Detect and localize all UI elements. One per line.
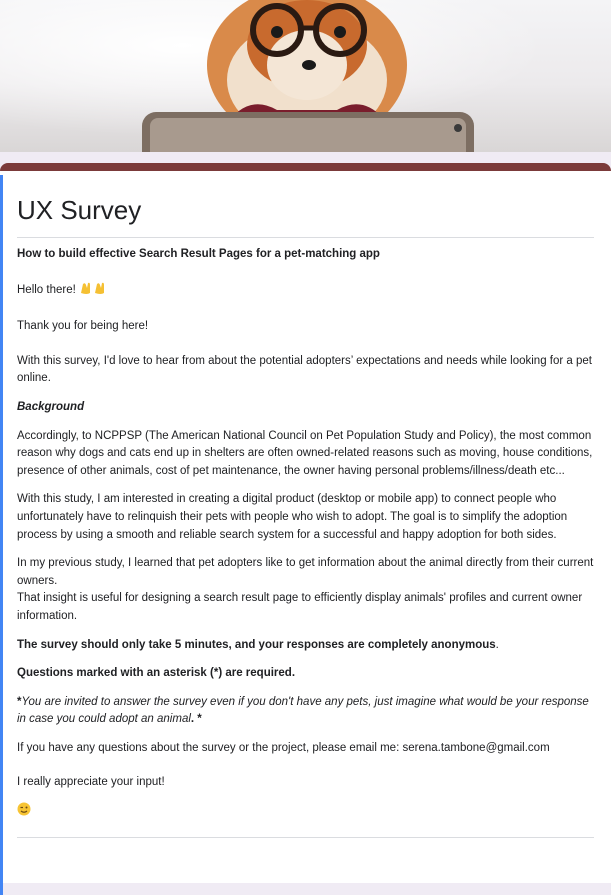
closing-emoji-line [17,802,594,823]
page-title: UX Survey [17,195,142,225]
intro-text: With this survey, I'd love to hear from about the potential adopters’ expectations and needs while looking for a pet online. [17,354,592,385]
survey-subtitle: How to build effective Search Result Pages for a pet-matching app [17,248,380,260]
previous-study-text-2: That insight is useful for designing a search result page to efficiently display animals' profiles and current owner information. [17,592,583,622]
greeting-line [17,281,594,302]
duration-text [17,637,594,655]
appreciate-text: I really appreciate your input! [17,776,165,789]
study-text: With this study, I am interested in creating a digital product (desktop or mobile app) to connect people who unfortunately have to relinquish their pets with people who wish to adopt. The goal is to simplify the adoption process by using a smooth and reliable search system for a successful and happy adoption for both sides. [17,493,568,541]
active-indicator [0,175,3,895]
invite-text [17,694,594,729]
greeting-text: Hello there! [17,283,76,296]
tablet-image [140,108,476,152]
divider [17,237,594,238]
invite-end: . * [190,713,202,726]
header-image [0,0,611,152]
form-description [17,246,594,823]
background-text: Accordingly, to NCPPSP (The American National Council on Pet Population Study and Policy), the most common reason why dogs and cats end up in shelters are often owned-related reasons such as moving, house conditions, presence of other animals, cost of pet maintenance, the owner having personal problems/illness/death etc... [17,429,593,477]
previous-study-text-1: In my previous study, I learned that pet adopters like to get information about the animal directly from their current owners. [17,557,594,587]
bottom-divider [17,837,594,838]
contact-text: If you have any questions about the survey or the project, please email me: serena.tambone@gmail.com [17,741,550,754]
clapping-hands-icon [79,281,109,302]
thanks-text: Thank you for being here! [17,320,149,333]
winking-face-icon [17,802,31,823]
invite-star: * [17,695,22,708]
duration-bold: The survey should only take 5 minutes, and your responses are completely anonymous [17,638,496,651]
form-header-card [0,163,611,883]
background-heading: Background [17,400,85,413]
duration-end: . [495,638,499,651]
invite-body: You are invited to answer the survey even if you don't have any pets, just imagine what would be your response in case you could adopt an animal [17,695,589,726]
required-note: Questions marked with an asterisk (*) are required. [17,667,296,680]
